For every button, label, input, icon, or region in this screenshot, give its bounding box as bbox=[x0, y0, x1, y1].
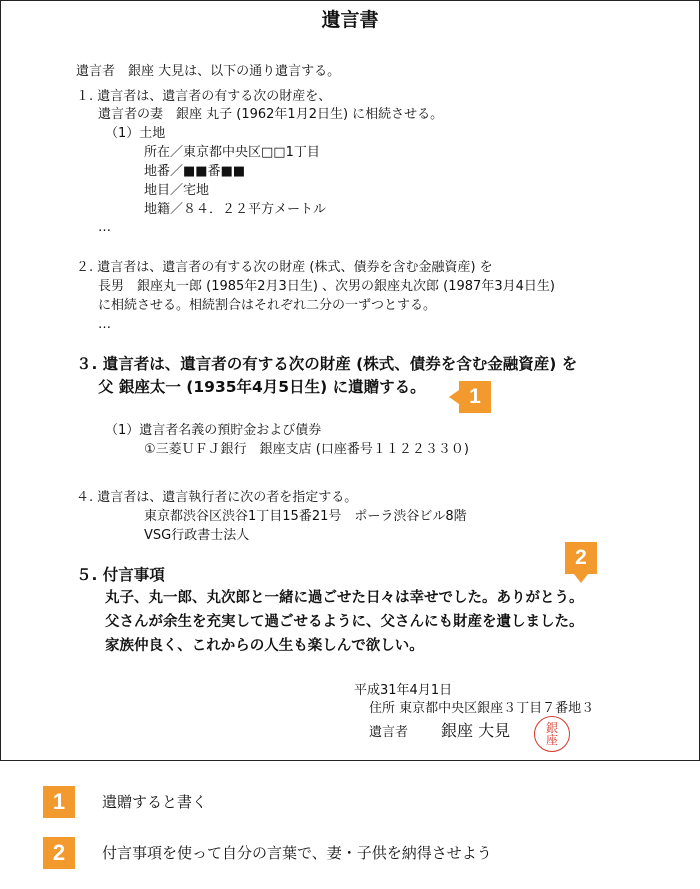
hanko-seal bbox=[534, 716, 570, 752]
marker-2-badge: 2 bbox=[565, 542, 597, 574]
section2-ellipsis: … bbox=[98, 317, 111, 332]
signer-address: 住所 東京都中央区銀座３丁目７番地３ bbox=[369, 701, 595, 716]
document-date: 平成31年4月1日 bbox=[354, 683, 453, 698]
document-title: 遺言書 bbox=[321, 9, 379, 31]
section1-detail: 所在／東京都中央区□□1丁目 bbox=[144, 145, 320, 160]
section3-line1: ３. 遺言者は、遺言者の有する次の財産 (株式、債券を含む金融資産) を bbox=[76, 355, 578, 373]
section4-line2: 東京都渋谷区渋谷1丁目15番21号 ポーラ渋谷ビル8階 bbox=[144, 509, 467, 524]
legend-1-text: 遺贈すると書く bbox=[102, 793, 208, 811]
legend-2-badge: 2 bbox=[43, 837, 75, 869]
legend-1-badge: 1 bbox=[43, 786, 75, 818]
section2-line1: ２. 遺言者は、遺言者の有する次の財産 (株式、債券を含む金融資産) を bbox=[76, 260, 493, 275]
section1-ellipsis: … bbox=[98, 220, 111, 235]
section1-detail: 地籍／８４．２２平方メートル bbox=[144, 202, 327, 217]
section2-line2: 長男 銀座丸一郎 (1985年2月3日生) 、次男の銀座丸次郎 (1987年3月4日生) bbox=[98, 279, 555, 294]
seal-char: 銀 bbox=[545, 721, 558, 735]
marker-1-badge: 1 bbox=[459, 381, 491, 413]
section1-detail: 地目／宅地 bbox=[144, 183, 210, 198]
intro-line: 遺言者 銀座 大見は、以下の通り遺言する。 bbox=[76, 64, 341, 79]
section3-detail: ①三菱ＵＦＪ銀行 銀座支店 (口座番号１１２２３３０) bbox=[144, 442, 469, 457]
section1-item: （1）土地 bbox=[105, 126, 166, 141]
section3-line2: 父 銀座太一 (1935年4月5日生) に遺贈する。 bbox=[98, 378, 426, 396]
section1-line2: 遺言者の妻 銀座 丸子 (1962年1月2日生) に相続させる。 bbox=[98, 107, 444, 122]
section3-item: （1）遺言者名義の預貯金および債券 bbox=[105, 423, 322, 438]
legend-2-text: 付言事項を使って自分の言葉で、妻・子供を納得させよう bbox=[102, 844, 492, 862]
signer-label: 遺言者 bbox=[369, 725, 409, 740]
section4-line1: ４. 遺言者は、遺言執行者に次の者を指定する。 bbox=[76, 490, 358, 505]
seal-char: 座 bbox=[545, 733, 558, 747]
signer-name: 銀座 大見 bbox=[441, 721, 511, 740]
section5-line: 父さんが余生を充実して過ごせるように、父さんにも財産を遺しました。 bbox=[105, 614, 584, 630]
section5-line: 家族仲良く、これからの人生も楽しんで欲しい。 bbox=[105, 638, 424, 654]
section1-detail: 地番／■■番■■ bbox=[144, 164, 246, 179]
section2-line3: に相続させる。相続割合はそれぞれ二分の一ずつとする。 bbox=[98, 298, 437, 313]
section1-line1: １. 遺言者は、遺言者の有する次の財産を、 bbox=[76, 89, 332, 104]
section5-line: 丸子、丸一郎、丸次郎と一緒に過ごせた日々は幸せでした。ありがとう。 bbox=[105, 590, 584, 606]
section5-heading: ５. 付言事項 bbox=[76, 566, 165, 584]
section4-line3: VSG行政書士法人 bbox=[144, 528, 250, 543]
